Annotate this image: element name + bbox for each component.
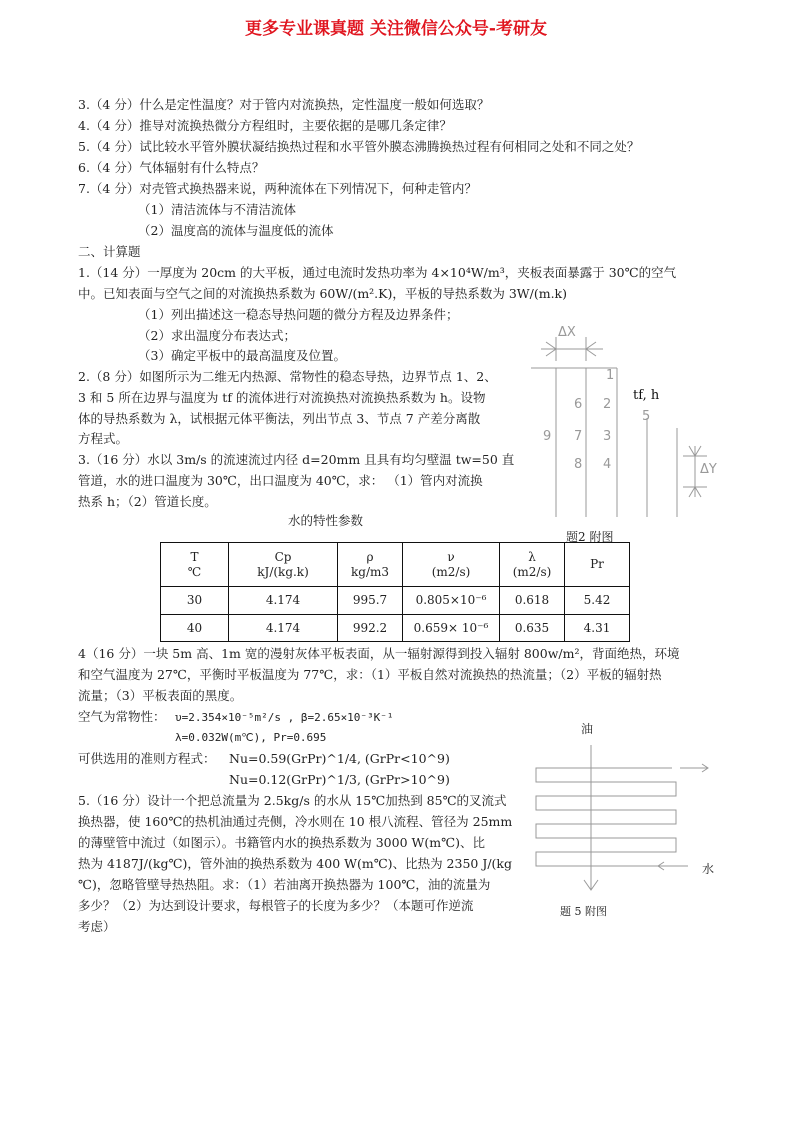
cell: 0.805×10⁻⁶ [403, 587, 500, 615]
calc-1-sub3: （3）确定平板中的最高温度及位置。 [138, 348, 346, 363]
node-label: 9 [543, 429, 552, 444]
cell: 992.2 [338, 615, 403, 642]
calc-4-props-1: υ=2.354×10⁻⁵m²/s , β=2.65×10⁻³K⁻¹ [175, 711, 394, 724]
question-3: 3.（4 分）什么是定性温度？对于管内对流换热，定性温度一般如何选取？ [78, 97, 490, 112]
node-label: 6 [574, 397, 583, 412]
water-label: 水 [702, 862, 715, 876]
calc-4-line3: 流量；（3）平板表面的黑度。 [78, 688, 243, 703]
cell: 40 [161, 615, 229, 642]
cell: 0.659× 10⁻⁶ [403, 615, 500, 642]
header-banner: 更多专业课真题 关注微信公众号-考研友 [245, 19, 547, 39]
calc-2-line3: 体的导热系数为 λ，试根据元体平衡法，列出节点 3、节点 7 产差分离散 [78, 411, 481, 426]
node-label: 4 [603, 457, 612, 472]
calc-1-line2: 中。已知表面与空气之间的对流换热系数为 60W/(m².K)，平板的导热系数为 3W/(m.k) [78, 286, 568, 301]
calc-2-line4: 方程式。 [78, 431, 129, 446]
oil-label: 油 [581, 722, 594, 736]
cell: 5.42 [565, 587, 630, 615]
calc-3-line2: 管道，水的进口温度为 30℃，出口温度为 40℃，求： （1）管内对流换 [78, 473, 483, 488]
question-7-sub2: （2）温度高的流体与温度低的流体 [138, 223, 334, 238]
calc-2-line1: 2.（8 分）如图所示为二维无内热源、常物性的稳态导热，边界节点 1、2、 [78, 369, 497, 384]
question-5: 5.（4 分）试比较水平管外膜状凝结换热过程和水平管外膜态沸腾换热过程有何相同之处和不同之处？ [78, 139, 640, 154]
water-properties-table [160, 542, 630, 642]
fluid-label: tf, h [633, 388, 660, 403]
node-label: 5 [642, 409, 651, 424]
calc-3-line3: 热系 h；（2）管道长度。 [78, 494, 217, 509]
calc-4-eq-1: Nu=0.59(GrPr)^1/4, (GrPr<10^9) [229, 751, 450, 766]
node-label: 3 [603, 429, 612, 444]
header-cell: Cp kJ/(kg.k) [229, 543, 338, 587]
question-7: 7.（4 分）对壳管式换热器来说，两种流体在下列情况下，何种走管内？ [78, 181, 477, 196]
calc-4-line2: 和空气温度为 27℃，平衡时平板温度为 77℃，求：（1）平板自然对流换热的热流量；（2）平板的辐射热 [78, 667, 662, 682]
table-row [161, 615, 630, 642]
header-cell: Pr [565, 543, 630, 587]
cell: 4.174 [229, 587, 338, 615]
calc-1-line1: 1.（14 分）一厚度为 20cm 的大平板，通过电流时发热功率为 4×10⁴W/m³，夹板表面暴露于 30℃的空气 [78, 265, 677, 280]
table-title: 水的特性参数 [288, 513, 364, 528]
figure-5-caption: 题 5 附图 [560, 905, 607, 918]
cell: 0.618 [500, 587, 565, 615]
header-cell: ν (m2/s) [403, 543, 500, 587]
calc-5-line1: 5.（16 分）设计一个把总流量为 2.5kg/s 的水从 15℃加热到 85℃的叉流式 [78, 793, 507, 808]
cell: 0.635 [500, 615, 565, 642]
cell: 4.31 [565, 615, 630, 642]
node-label: 8 [574, 457, 583, 472]
delta-y-label: ΔY [700, 462, 717, 477]
calc-5-line5: ℃)，忽略管壁导热热阻。求：（1）若油离开换热器为 100℃，油的流量为 [78, 877, 491, 892]
calc-5-line7: 考虑） [78, 919, 116, 934]
cell: 995.7 [338, 587, 403, 615]
question-4: 4.（4 分）推导对流换热微分方程组时，主要依据的是哪几条定律？ [78, 118, 452, 133]
question-7-sub1: （1）清洁流体与不清洁流体 [138, 202, 296, 217]
calc-5-line2: 换热器，使 160℃的热机油通过壳侧，冷水则在 10 根八流程、管径为 25mm [78, 814, 513, 829]
question-6: 6.（4 分）气体辐射有什么特点？ [78, 160, 265, 175]
node-label: 1 [606, 368, 615, 383]
calc-4-props-label: 空气为常物性： [78, 709, 166, 724]
header-cell: ρ kg/m3 [338, 543, 403, 587]
section-heading: 二、计算题 [78, 244, 141, 259]
calc-3-line1: 3.（16 分）水以 3m/s 的流速流过内径 d=20mm 且具有均匀壁温 tw=50 直 [78, 452, 515, 467]
calc-2-line2: 3 和 5 所在边界与温度为 tf 的流体进行对流换热对流换热系数为 h。设物 [78, 390, 486, 405]
calc-4-line1: 4（16 分）一块 5m 高、1m 宽的漫射灰体平板表面，从一辐射源得到投入辐射 800w/m²，背面绝热，环境 [78, 646, 680, 661]
calc-4-props-2: λ=0.032W(m℃), Pr=0.695 [175, 731, 327, 744]
delta-x-label: ΔX [558, 325, 576, 340]
calc-4-eq-2: Nu=0.12(GrPr)^1/3, (GrPr>10^9) [229, 772, 450, 787]
node-label: 2 [603, 397, 612, 412]
cell: 4.174 [229, 615, 338, 642]
figure-2-caption: 题2 附图 [566, 530, 614, 544]
header-cell: T ℃ [161, 543, 229, 587]
header-cell: λ (m2/s) [500, 543, 565, 587]
table-header-row [161, 543, 630, 587]
calc-4-eq-label: 可供选用的准则方程式： [78, 751, 216, 766]
table-row [161, 587, 630, 615]
node-label: 7 [574, 429, 583, 444]
calc-1-sub2: （2）求出温度分布表达式； [138, 328, 296, 343]
calc-5-line3: 的薄壁管中流过（如图示）。书籍管内水的换热系数为 3000 W(m℃)、比 [78, 835, 485, 850]
calc-5-line4: 热为 4187J/(kg℃)，管外油的换热系数为 400 W(m℃)、比热为 2350 J/(kg [78, 856, 512, 871]
calc-5-line6: 多少？（2）为达到设计要求，每根管子的长度为多少？（本题可作逆流 [78, 898, 474, 913]
calc-1-sub1: （1）列出描述这一稳态导热问题的微分方程及边界条件； [138, 307, 459, 322]
cell: 30 [161, 587, 229, 615]
